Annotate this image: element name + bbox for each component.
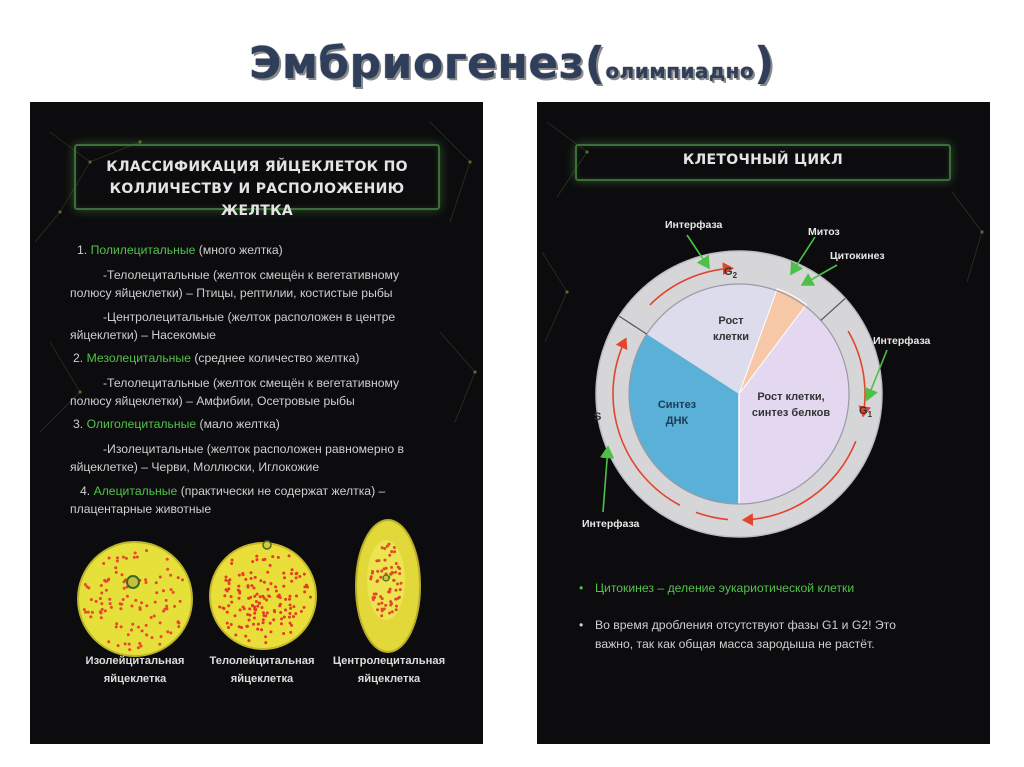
egg-label-telolecithal	[197, 652, 327, 688]
heading-line-1: КЛАССИФИКАЦИЯ ЯЙЦЕКЛЕТОК ПО	[106, 159, 408, 175]
item-desc: (практически не содержат желтка) –	[180, 484, 386, 498]
item-number: 4.	[80, 484, 91, 498]
egg-label-line-1: Телолейцитальная	[209, 655, 315, 667]
label-s: S	[594, 411, 602, 423]
egg-label-line-2: яйцеклетка	[357, 673, 421, 685]
sub-line-2: яйцеклетки) – Насекомые	[70, 328, 216, 342]
telolecithal-egg-image	[210, 541, 316, 649]
label-growth-proteins-1: Рост клетки,	[757, 391, 825, 403]
egg-label-centrolecithal	[324, 652, 454, 688]
label-mitosis: Митоз	[808, 226, 840, 238]
label-growth-proteins-2: синтез белков	[751, 407, 831, 419]
egg-label-line-2: яйцеклетка	[230, 673, 294, 685]
bullet-cleavage	[579, 616, 979, 654]
item-term: Полилецитальные	[90, 243, 196, 257]
bullet-line-2: важно, так как общая масса зародыша не растёт.	[595, 637, 875, 651]
sub-line-1: -Центролецитальные (желток расположен в центре	[103, 310, 396, 324]
item-desc: (много желтка)	[198, 243, 283, 257]
slide-title	[0, 38, 1024, 89]
item-number: 1.	[77, 243, 88, 257]
title-small: олимпиадно	[605, 59, 755, 83]
isolecithal-egg-image	[78, 542, 192, 656]
item-desc: (мало желтка)	[199, 417, 280, 431]
label-synthesis-1: Синтез	[657, 399, 697, 411]
sub-line-2: полюсу яйцеклетки) – Амфибии, Осетровые рыбы	[70, 394, 355, 408]
egg-label-line-1: Изолейцитальная	[85, 655, 185, 667]
egg-label-isolecithal	[70, 652, 200, 688]
sub-line-2: полюсу яйцеклетки) – Птицы, рептилии, костистые рыбы	[70, 286, 393, 300]
sub-line-2: яйцеклетке) – Черви, Моллюски, Иглокожие	[70, 460, 320, 474]
bullet-cytokinesis	[579, 579, 979, 598]
title-close: )	[754, 38, 775, 89]
heading-line-2: КОЛЛИЧЕСТВУ И РАСПОЛОЖЕНИЮ ЖЕЛТКА	[109, 181, 405, 219]
item-number: 2.	[73, 351, 84, 365]
sub-line-1: -Телолецитальные (желток смещён к вегетативному	[103, 268, 400, 282]
label-interphase-right: Интерфаза	[873, 335, 931, 347]
left-panel	[30, 102, 483, 744]
label-interphase-bottom: Интерфаза	[582, 518, 640, 530]
item-term: Олиголецитальные	[86, 417, 197, 431]
egg-label-line-2: яйцеклетка	[103, 673, 167, 685]
sub-line-1: -Телолецитальные (желток смещён к вегетативному	[103, 376, 400, 390]
bullet-text: Цитокинез – деление эукариотической клетки	[595, 581, 855, 595]
item-number: 3.	[73, 417, 84, 431]
interphase-pointer-bottom	[603, 447, 608, 512]
item-desc-2: плацентарные животные	[70, 502, 212, 516]
item-desc: (среднее количество желтка)	[194, 351, 360, 365]
label-interphase-top: Интерфаза	[665, 219, 723, 231]
label-g1: $G_1$	[859, 405, 873, 419]
label-cytokinesis: Цитокинез	[830, 250, 885, 262]
sub-line-1: -Изолецитальные (желток расположен равномерно в	[103, 442, 404, 456]
centrolecithal-egg-image	[356, 520, 420, 652]
bullet-dot: •	[579, 618, 584, 632]
cell-cycle-heading: КЛЕТОЧНЫЙ ЦИКЛ	[575, 144, 951, 181]
bullet-line-1: Во время дробления отсутствуют фазы G1 и G2! Это	[595, 618, 896, 632]
bullet-dot: •	[579, 581, 584, 595]
label-synthesis-2: ДНК	[665, 415, 689, 427]
label-growth-1: Рост	[718, 315, 744, 327]
label-g2: $G_2$	[724, 266, 738, 280]
label-growth-2: клетки	[712, 331, 750, 343]
item-term: Алецитальные	[93, 484, 178, 498]
title-main: Эмбриогенез(	[249, 38, 606, 89]
egg-illustrations	[30, 102, 483, 744]
egg-label-line-1: Центролецитальная	[332, 655, 446, 667]
right-panel	[537, 102, 990, 744]
item-term: Мезолецитальные	[86, 351, 191, 365]
